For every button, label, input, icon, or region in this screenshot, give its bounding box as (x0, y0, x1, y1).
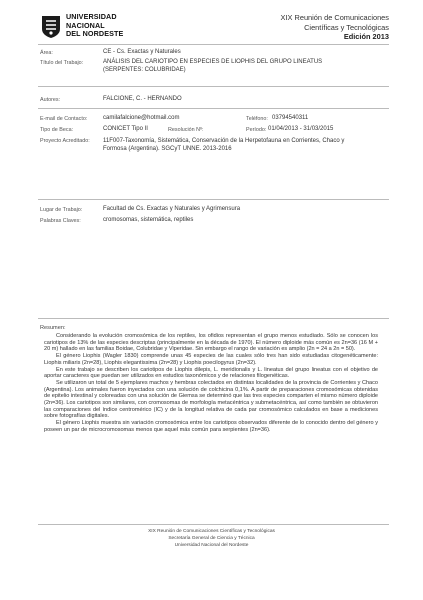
header-divider (38, 44, 389, 45)
section-divider (38, 199, 389, 200)
workplace-value: Facultad de Cs. Exactas y Naturales y Agrimensura (103, 206, 241, 212)
footer-line: XIX Reunión de Comunicaciones Científicas y Tecnológicas (148, 529, 275, 534)
area-value: CE - Cs. Exactas y Naturales (103, 49, 181, 55)
scholarship-type-label: Tipo de Beca: (40, 127, 74, 133)
summary-paragraph: El género Liophis muestra sin variación cromosómica entre los cariotipos observados diferente de lo conocido dentro del género y poseen un par de microcromosomas menos que aquel más común para serpientes (2n=36). (44, 420, 378, 433)
summary-paragraph: Considerando la evolución cromosómica de los reptiles, los ofidios representan el grupo menos estudiado. Sólo se conocen los cariotipos de 13% de las especies descriptas (principalmente en la década de 1970). El número diploide más común es 2n=36 (16 M + 20 m) hallado en las familias Boidae, Colubridae y Viperidae. Sin embargo el rango de variación es amplio (2n = 24 a 2n = 50). (44, 333, 378, 353)
summary-paragraph: Se utilizaron un total de 5 ejemplares machos y hembras colectados en distintas localidades de la provincia de Corrientes y Chaco (Argentina). Los animales fueron inyectados con una solución de colchicina 0,1%. A partir de preparaciones cromosómicas obtenidas de epitelio intestinal y coloreadas con una solución de Giemsa se determinó que las tres especies comparten el mismo número diploide (2n=36). Los cariotipos son similares, con cromosomas de morfología metacéntrica y submetacéntrica, así como también se obtuvieron las comparaciones del índice centromérico (IC) y de la longitud relativa de cada par cromosómico calculados en base a mediciones sobre fotografías digitales. (44, 379, 378, 420)
event-title-line: XIX Reunión de Comunicaciones (280, 13, 389, 22)
summary-body (44, 333, 378, 434)
area-label: Área: (40, 50, 53, 56)
university-line: DEL NORDESTE (66, 29, 124, 39)
title-value-line: (SERPENTES: COLUBRIDAE) (103, 67, 186, 73)
workplace-label: Lugar de Trabajo: (40, 207, 83, 213)
scholarship-type-value: CONICET Tipo II (103, 126, 148, 132)
section-divider (38, 108, 389, 109)
email-value: camilafalcione@hotmail.com (103, 115, 180, 121)
project-label: Proyecto Acreditado: (40, 138, 90, 144)
university-logo-icon (38, 13, 64, 39)
section-divider (38, 318, 389, 319)
project-value-line: Formosa (Argentina). SGCyT UNNE. 2013-2016 (103, 146, 232, 152)
section-divider (38, 86, 389, 87)
summary-title: Resumen: (40, 325, 66, 331)
phone-label: Teléfono: (246, 116, 268, 122)
period-value: 01/04/2013 - 31/03/2015 (268, 126, 334, 132)
period-label: Período: (246, 127, 267, 133)
authors-value: FALCIONE, C. - HERNANDO (103, 96, 182, 102)
summary-paragraph: En este trabajo se describen los cariotipos de Liophis dilepis, L. meridionalis y L. lineatus del grupo lineatus con el objetivo de aportar caracteres que puedan ser utilizados en estudios taxonómicos y de relaciones filogenéticas. (44, 366, 378, 380)
title-value-line: ANÁLISIS DEL CARIOTIPO EN ESPECIES DE LIOPHIS DEL GRUPO LINEATUS (103, 59, 323, 65)
authors-label: Autores: (40, 97, 61, 103)
footer-divider (38, 524, 389, 525)
title-label: Título del Trabajo: (40, 60, 84, 66)
university-line: UNIVERSIDAD (66, 12, 117, 21)
footer (0, 528, 423, 549)
project-value-line: 11F007-Taxonomía, Sistemática, Conservación de la Herpetofauna en Corrientes, Chaco y (103, 138, 345, 144)
event-edition: Edición 2013 (343, 32, 389, 41)
summary-paragraph: El género Liophis (Wagler 1830) comprende unas 45 especies de las cuales sólo tres han sido estudiadas citogenéticamente: Liophis miliaris (2n=28), Liophis elegantissima (2n=28) y Liophis poecilogyrus (2n=32). (44, 353, 378, 366)
university-name (66, 13, 123, 39)
university-line: NACIONAL (66, 20, 105, 30)
event-title-line: Científicas y Tecnológicas (304, 22, 389, 32)
footer-line: Secretaría General de Ciencia y Técnica (168, 536, 255, 541)
email-label: E-mail de Contacto: (40, 116, 88, 122)
footer-line: Universidad Nacional del Nordeste (174, 543, 249, 548)
keywords-value: cromosomas, sistemática, reptiles (103, 217, 194, 223)
resolution-label: Resolución Nº: (168, 127, 204, 133)
phone-value: 03794540311 (272, 115, 309, 121)
keywords-label: Palabras Claves: (40, 218, 81, 224)
event-heading (281, 13, 389, 42)
